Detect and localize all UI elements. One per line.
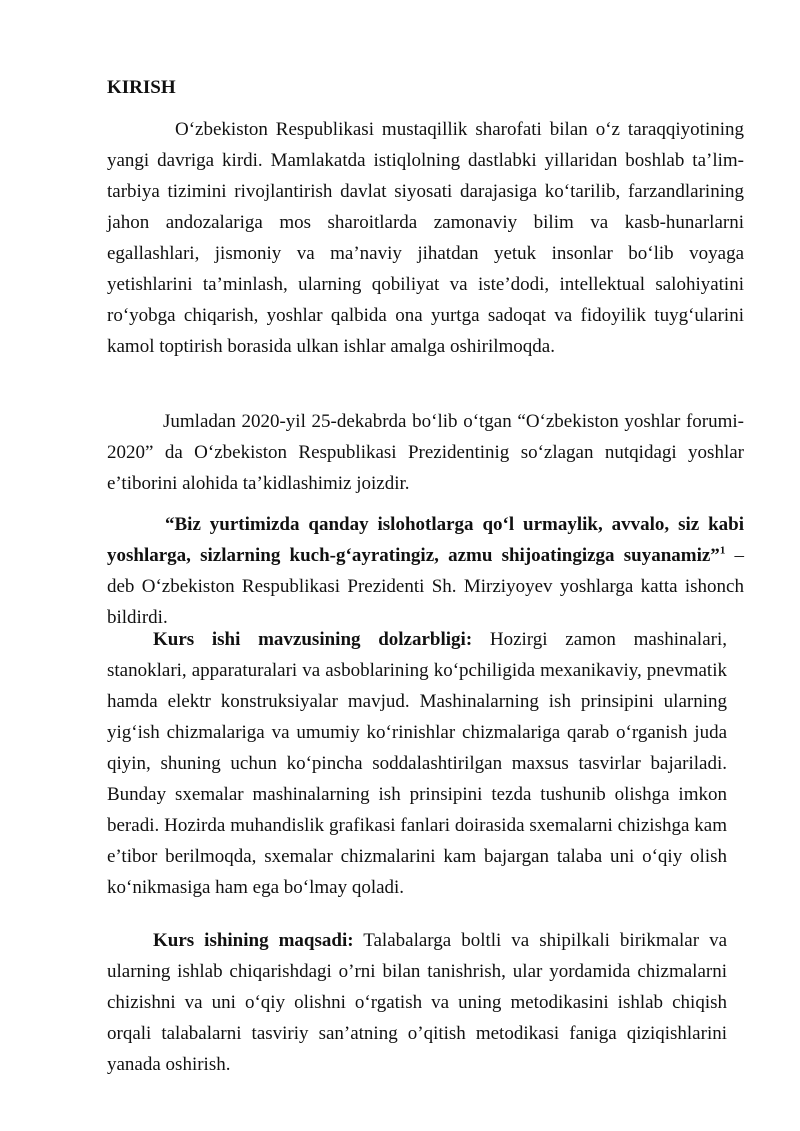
relevance-text: Hozirgi zamon mashinalari, stanoklari, apparaturalari va asboblarining ko‘pchiligida mexanikaviy, pnevmatik hamda elektr konstruksiyalar mavjud. Mashinalarning ish prinsipini ularning yig‘ish chizmalariga va umumiy ko‘rinishlar chizmalariga qarab o‘rganish juda qiyin, shuning uchun ko‘pincha soddalashtirilgan maxsus tasvirlar bajariladi. Bunday sxemalar mashinalarning ish prinsipini tezda tushunib olishga imkon beradi. Hozirda muhandislik grafikasi fanlari doirasida sxemalarni chizishga kam e’tibor berilmoqda, sxemalar chizmalarini kam bajargan talaba uni o‘qiy olish ko‘nikmasiga ham ega bo‘lmay qoladi. <box>107 629 727 898</box>
goal-text: Talabalarga boltli va shipilkali birikmalar va ularning ishlab chiqarishdagi o’rni bilan tanishrish, ular yordamida chizmalarni chizishni va uni o‘qiy olishni o‘rgatish va uning metodikasini ishlab chiqish orqali talabalarni tasviriy san’atning o’qitish metodikasi faniga qiziqishlarini yanada oshirish. <box>107 930 727 1075</box>
relevance-paragraph <box>107 624 727 903</box>
forum-paragraph: Jumladan 2020-yil 25-dekabrda bo‘lib o‘tgan “O‘zbekiston yoshlar forumi-2020” da O‘zbekiston Respublikasi Prezidentinig so‘zlagan nutqidagi yoshlar e’tiborini alohida ta’kidlashimiz joizdir. <box>107 411 744 494</box>
goal-paragraph <box>107 925 727 1080</box>
quote-attribution: – deb O‘zbekiston Respublikasi Prezidenti Sh. Mirziyoyev yoshlarga katta ishonch bildirdi. <box>107 545 745 628</box>
goal-label: Kurs ishining maqsadi: <box>153 930 354 951</box>
footnote-marker: 1 <box>719 544 726 557</box>
president-quote: “Biz yurtimizda qanday islohotlarga qo‘l urmaylik, avvalo, siz kabi yoshlarga, sizlarning kuch-g‘ayratingiz, azmu shijoatingizga suyanamiz” <box>107 514 744 566</box>
intro-paragraph: O‘zbekiston Respublikasi mustaqillik sharofati bilan o‘z taraqqiyotining yangi davriga kirdi. Mamlakatda istiqlolning dastlabki yillaridan boshlab ta’lim-tarbiya tizimini rivojlantirish davlat siyosati darajasiga ko‘tarilib, farzandlarining jahon andozalariga mos sharoitlarda zamonaviy bilim va kasb-hunarlarni egallashlari, jismoniy va ma’naviy jihatdan yetuk insonlar bo‘lib voyaga yetishlarini ta’minlash, ularning qobiliyat va iste’dodi, intellektual salohiyatini ro‘yobga chiqarish, yoshlar qalbida ona yurtga sadoqat va fidoyilik tuyg‘ularini kamol toptirish borasida ulkan ishlar amalga oshirilmoqda. <box>107 119 744 357</box>
relevance-label: Kurs ishi mavzusining dolzarbligi: <box>153 629 473 650</box>
quote-paragraph <box>107 509 744 633</box>
section-heading: KIRISH <box>107 77 176 98</box>
